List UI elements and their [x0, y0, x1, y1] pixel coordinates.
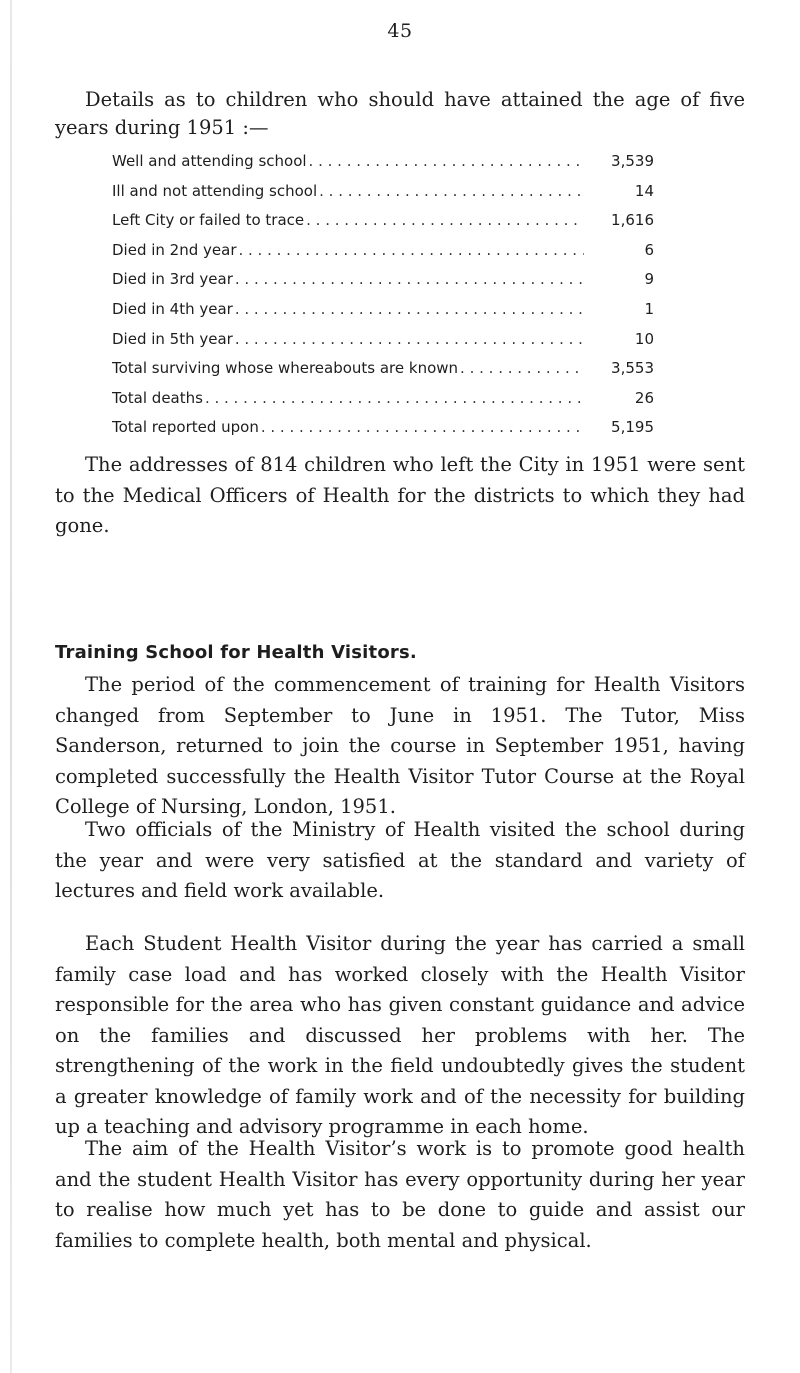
statistics-list: [112, 152, 654, 448]
stat-value: 26: [634, 388, 654, 407]
stat-label: Died in 2nd year: [112, 240, 237, 259]
stat-value: 1: [644, 299, 654, 318]
page-edge-shadow: [10, 0, 12, 1373]
stat-row: [112, 330, 654, 360]
leader-dots: [309, 152, 584, 170]
page-number: 45: [387, 20, 413, 42]
leader-dots: [306, 211, 584, 229]
stat-value: 5,195: [611, 418, 654, 437]
leader-dots: [319, 182, 584, 200]
stat-label: Total deaths: [112, 388, 203, 407]
stat-value: 14: [634, 181, 654, 200]
stat-row: [112, 211, 654, 241]
leader-dots: [235, 270, 584, 288]
stat-label: Total reported upon: [112, 418, 259, 437]
body-paragraph: Two officials of the Ministry of Health visited the school during the year and were very satisfied at the standard and variety of lectures and field work available.: [55, 818, 745, 902]
body-paragraph: The aim of the Health Visitor’s work is to promote good health and the student Health Visitor has every opportunity during her year to realise how much yet has to be done to guide and assist our families to complete health, both mental and physical.: [55, 1137, 745, 1252]
addresses-paragraph: The addresses of 814 children who left the City in 1951 were sent to the Medical Officers of Health for the districts to which they had gone.: [55, 453, 745, 537]
stat-row: [112, 300, 654, 330]
stat-label: Ill and not attending school: [112, 181, 318, 200]
section-heading: Training School for Health Visitors.: [55, 642, 417, 663]
stat-value: 6: [644, 240, 654, 259]
leader-dots: [205, 389, 584, 407]
stat-row: [112, 270, 654, 300]
leader-dots: [235, 330, 584, 348]
stat-label: Died in 3rd year: [112, 270, 233, 289]
body-paragraph: The period of the commencement of training for Health Visitors changed from September to June in 1951. The Tutor, Miss Sanderson, returned to join the course in September 1951, having completed successfully the Health Visitor Tutor Course at the Royal College of Nursing, London, 1951.: [55, 673, 745, 818]
intro-paragraph: Details as to children who should have attained the age of five years during 1951 :—: [55, 88, 745, 139]
stat-label: Total surviving whose whereabouts are known: [112, 359, 459, 378]
stat-value: 10: [634, 329, 654, 348]
leader-dots: [235, 300, 584, 318]
stat-value: 3,539: [611, 152, 654, 170]
stat-row: [112, 241, 654, 271]
stat-row: [112, 182, 654, 212]
stat-row: [112, 418, 654, 448]
stat-label: Left City or failed to trace: [112, 211, 305, 230]
leader-dots: [460, 359, 584, 377]
stat-value: 1,616: [611, 211, 654, 230]
leader-dots: [261, 418, 584, 436]
stat-value: 9: [644, 270, 654, 289]
stat-row: [112, 152, 654, 182]
stat-value: 3,553: [611, 359, 654, 378]
leader-dots: [238, 241, 584, 259]
stat-row: [112, 389, 654, 419]
stat-label: Well and attending school: [112, 152, 307, 170]
stat-row: [112, 359, 654, 389]
stat-label: Died in 4th year: [112, 299, 233, 318]
body-paragraph: Each Student Health Visitor during the year has carried a small family case load and has worked closely with the Health Visitor responsible for the area who has given constant guidance and advice on the families and discussed her problems with her. The strengthening of the work in the field undoubtedly gives the student a greater knowledge of family work and of the necessity for building up a teaching and advisory programme in each home.: [55, 932, 745, 1138]
stat-label: Died in 5th year: [112, 329, 233, 348]
